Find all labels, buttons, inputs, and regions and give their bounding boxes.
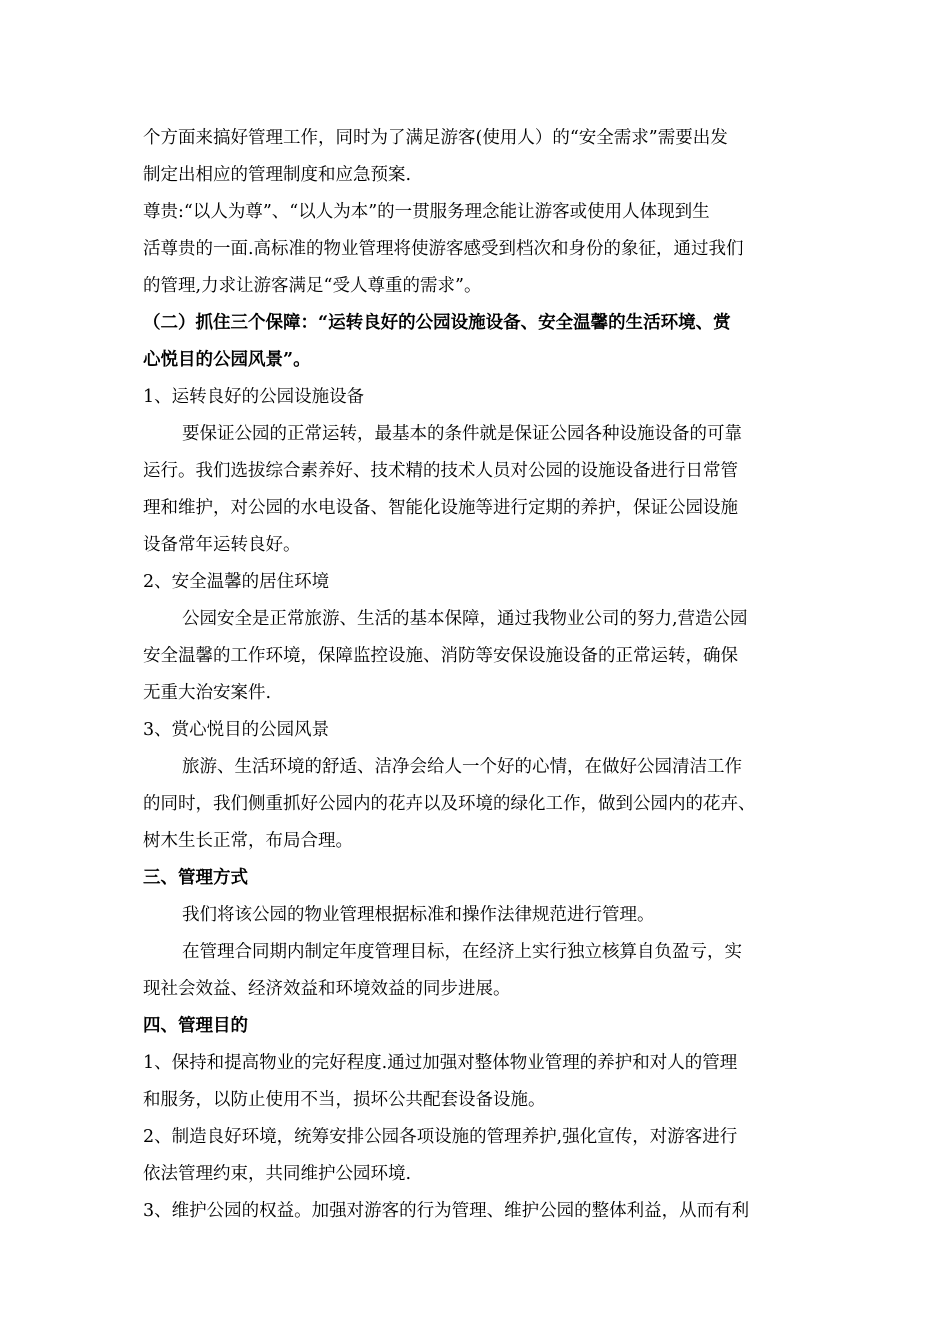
paragraph-line: 活尊贵的一面.高标准的物业管理将使游客感受到档次和身份的象征，通过我们 xyxy=(143,239,744,259)
paragraph-line: 1、运转良好的公园设施设备 xyxy=(143,387,365,407)
section-heading-line: 四、管理目的 xyxy=(143,1016,248,1036)
paragraph-line: 安全温馨的工作环境，保障监控设施、消防等安保设施设备的正常运转，确保 xyxy=(143,646,738,666)
paragraph-line: 3、赏心悦目的公园风景 xyxy=(143,720,330,740)
paragraph-line: 旅游、生活环境的舒适、洁净会给人一个好的心情，在做好公园清洁工作 xyxy=(182,757,742,777)
paragraph-line: 制定出相应的管理制度和应急预案. xyxy=(143,165,412,185)
paragraph-line: 尊贵:“以人为尊”、“以人为本”的一贯服务理念能让游客或使用人体现到生 xyxy=(143,202,710,222)
paragraph-line: 运行。我们选拔综合素养好、技术精的技术人员对公园的设施设备进行日常管 xyxy=(143,461,738,481)
paragraph-line: 无重大治安案件. xyxy=(143,683,272,703)
paragraph-line: 个方面来搞好管理工作，同时为了满足游客(使用人）的“安全需求”需要出发 xyxy=(143,128,728,148)
paragraph-line: 1、保持和提高物业的完好程度.通过加强对整体物业管理的养护和对人的管理 xyxy=(143,1053,738,1073)
paragraph-line: 树木生长正常，布局合理。 xyxy=(143,831,353,851)
paragraph-line: 和服务，以防止使用不当，损坏公共配套设备设施。 xyxy=(143,1090,546,1110)
paragraph-line: 现社会效益、经济效益和环境效益的同步进展。 xyxy=(143,979,511,999)
paragraph-line: 我们将该公园的物业管理根据标准和操作法律规范进行管理。 xyxy=(182,905,655,925)
paragraph-line: 2、制造良好环境，统筹安排公园各项设施的管理养护,强化宣传，对游客进行 xyxy=(143,1127,738,1147)
paragraph-line: 设备常年运转良好。 xyxy=(143,535,301,555)
paragraph-line: 要保证公园的正常运转，最基本的条件就是保证公园各种设施设备的可靠 xyxy=(182,424,742,444)
paragraph-line: 2、安全温馨的居住环境 xyxy=(143,572,330,592)
paragraph-line: 的同时，我们侧重抓好公园内的花卉以及环境的绿化工作，做到公园内的花卉、 xyxy=(143,794,756,814)
section-heading-line: 心悦目的公园风景”。 xyxy=(143,350,311,370)
document-body xyxy=(143,120,818,1230)
paragraph-line: 理和维护，对公园的水电设备、智能化设施等进行定期的养护，保证公园设施 xyxy=(143,498,738,518)
paragraph-line: 公园安全是正常旅游、生活的基本保障，通过我物业公司的努力,营造公园 xyxy=(182,609,748,629)
paragraph-line: 依法管理约束，共同维护公园环境. xyxy=(143,1164,412,1184)
paragraph-line: 的管理,力求让游客满足“受人尊重的需求”。 xyxy=(143,276,482,296)
section-heading-line: （二）抓住三个保障：“运转良好的公园设施设备、安全温馨的生活环境、赏 xyxy=(143,313,731,333)
section-heading-line: 三、管理方式 xyxy=(143,868,248,888)
paragraph-line: 3、维护公园的权益。加强对游客的行为管理、维护公园的整体利益，从而有利 xyxy=(143,1201,750,1221)
paragraph-line: 在管理合同期内制定年度管理目标，在经济上实行独立核算自负盈亏，实 xyxy=(182,942,742,962)
